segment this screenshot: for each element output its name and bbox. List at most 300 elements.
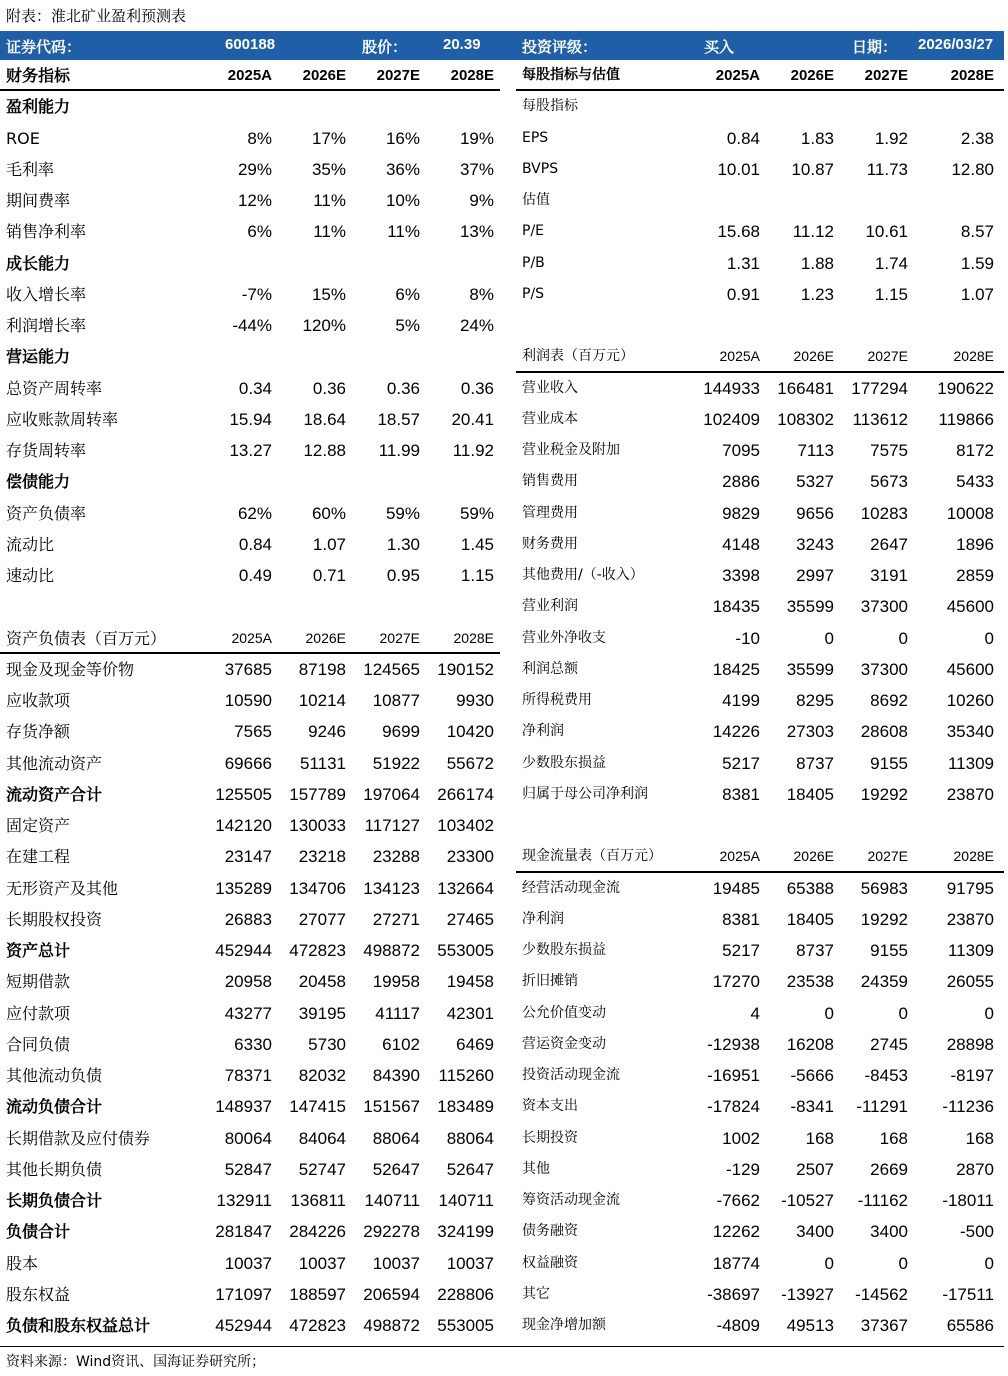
table-row bbox=[516, 591, 1004, 622]
cell-value: -10 bbox=[735, 628, 760, 648]
cell-value: 26883 bbox=[224, 909, 272, 929]
cell-value: 2028E bbox=[953, 348, 994, 365]
cell-value: 55672 bbox=[446, 753, 494, 773]
cell-value: 78371 bbox=[224, 1066, 272, 1085]
table-row bbox=[516, 91, 1004, 122]
table-row bbox=[516, 1029, 1004, 1060]
cell-value: 553005 bbox=[437, 1316, 494, 1335]
cell-value: 197064 bbox=[363, 784, 420, 804]
cell-value: 10037 bbox=[446, 1253, 494, 1273]
cell-value: 132911 bbox=[216, 1191, 272, 1210]
row-label: 现金流量表（百万元） bbox=[522, 848, 662, 865]
cell-value: 0.34 bbox=[238, 378, 272, 398]
table-row bbox=[516, 154, 1004, 185]
cell-value: 20458 bbox=[298, 972, 346, 992]
left-column-table bbox=[0, 60, 500, 1341]
cell-value: 18425 bbox=[712, 659, 760, 679]
cell-value: 0 bbox=[898, 628, 908, 648]
table-row bbox=[0, 1248, 500, 1279]
row-label: 其他费用/（-收入） bbox=[522, 567, 644, 583]
cell-value: 284226 bbox=[289, 1222, 346, 1242]
row-label: 其它 bbox=[522, 1285, 550, 1302]
cell-value: 5327 bbox=[796, 472, 834, 492]
row-label: 其他 bbox=[522, 1160, 550, 1177]
cell-value: 2028E bbox=[453, 629, 494, 646]
cell-value: 19958 bbox=[372, 972, 420, 992]
cell-value: 27271 bbox=[372, 909, 420, 929]
cell-value: 59% bbox=[459, 503, 494, 523]
cell-value: 8172 bbox=[956, 441, 994, 460]
table-row bbox=[516, 435, 1004, 466]
cell-value: 1.88 bbox=[800, 253, 834, 273]
cell-value: 23870 bbox=[946, 909, 994, 929]
cell-value: 120% bbox=[302, 316, 346, 335]
cell-value: 119866 bbox=[938, 409, 994, 429]
cell-value: 9155 bbox=[870, 941, 908, 960]
cell-value: 3400 bbox=[870, 1222, 908, 1242]
row-label: 应付款项 bbox=[6, 1003, 71, 1023]
row-label: 资本支出 bbox=[522, 1098, 578, 1115]
row-label: 少数股东损益 bbox=[522, 754, 606, 771]
table-row bbox=[0, 623, 500, 654]
cell-value: 2886 bbox=[722, 472, 760, 492]
row-label: 在建工程 bbox=[6, 847, 71, 867]
cell-value: 10214 bbox=[298, 691, 346, 710]
row-label: 其他流动资产 bbox=[6, 753, 103, 773]
cell-value: 1.83 bbox=[800, 128, 834, 148]
cell-value: 23218 bbox=[298, 847, 346, 867]
cell-value: 35599 bbox=[786, 597, 834, 617]
cell-value: 18435 bbox=[712, 597, 760, 617]
cell-value: 27465 bbox=[446, 909, 494, 929]
cell-value: 88064 bbox=[372, 1128, 420, 1148]
table-row bbox=[516, 1060, 1004, 1091]
table-row bbox=[0, 91, 500, 122]
table-row bbox=[0, 310, 500, 341]
cell-value: 2028E bbox=[953, 848, 994, 865]
row-label: BVPS bbox=[522, 160, 559, 177]
cell-value: 43277 bbox=[224, 1003, 272, 1023]
cell-value: 2027E bbox=[867, 348, 908, 365]
cell-value: 472823 bbox=[289, 941, 346, 960]
cell-value: 0 bbox=[984, 1003, 994, 1023]
cell-value: 188597 bbox=[289, 1284, 346, 1304]
cell-value: 19292 bbox=[860, 909, 908, 929]
cell-value: 19292 bbox=[860, 784, 908, 804]
cell-value: 2507 bbox=[796, 1159, 834, 1179]
cell-value: 52647 bbox=[446, 1159, 494, 1179]
table-row bbox=[0, 591, 500, 622]
cell-value: 2028E bbox=[950, 67, 994, 84]
cell-value: -4809 bbox=[716, 1316, 760, 1335]
cell-value: -10527 bbox=[781, 1191, 834, 1210]
row-label: 营运能力 bbox=[6, 347, 71, 367]
cell-value: 7565 bbox=[234, 722, 272, 742]
cell-value: 52647 bbox=[372, 1159, 420, 1179]
row-label: P/B bbox=[522, 254, 545, 271]
cell-value: 10008 bbox=[946, 503, 994, 523]
cell-value: -18011 bbox=[942, 1191, 994, 1210]
cell-value: 11% bbox=[387, 222, 420, 242]
table-row bbox=[0, 873, 500, 904]
table-row bbox=[516, 873, 1004, 904]
cell-value: 2026E bbox=[793, 348, 834, 365]
row-label: 营业税金及附加 bbox=[522, 442, 620, 458]
cell-value: 8295 bbox=[796, 691, 834, 710]
cell-value: 9699 bbox=[382, 722, 420, 742]
cell-value: 134123 bbox=[363, 878, 420, 898]
cell-value: 1896 bbox=[956, 534, 994, 554]
cell-value: 10.61 bbox=[865, 222, 908, 242]
table-row bbox=[0, 810, 500, 841]
cell-value: 8% bbox=[469, 284, 494, 304]
cell-value: 125505 bbox=[215, 784, 272, 804]
row-label: EPS bbox=[522, 129, 549, 146]
cell-value: 134706 bbox=[289, 878, 346, 898]
table-row bbox=[516, 935, 1004, 966]
cell-value: 37300 bbox=[860, 597, 908, 617]
cell-value: 11.73 bbox=[866, 159, 908, 179]
cell-value: 7113 bbox=[797, 441, 834, 460]
cell-value: 0.84 bbox=[726, 128, 760, 148]
table-row bbox=[516, 748, 1004, 779]
table-row bbox=[0, 404, 500, 435]
cell-value: 6330 bbox=[234, 1034, 272, 1054]
table-row bbox=[0, 123, 500, 154]
table-row bbox=[516, 685, 1004, 716]
cell-value: 0.71 bbox=[312, 566, 346, 585]
cell-value: 2025A bbox=[231, 629, 272, 646]
cell-value: 10037 bbox=[298, 1253, 346, 1273]
table-row bbox=[0, 1091, 500, 1122]
cell-value: 52747 bbox=[298, 1159, 346, 1179]
cell-value: 2026E bbox=[305, 629, 346, 646]
row-label: 股东权益 bbox=[6, 1284, 71, 1304]
cell-value: 1.30 bbox=[386, 534, 420, 554]
table-row bbox=[516, 841, 1004, 872]
cell-value: 1.74 bbox=[874, 253, 908, 273]
cell-value: 135289 bbox=[215, 878, 272, 898]
cell-value: 12% bbox=[237, 191, 272, 210]
cell-value: 183489 bbox=[437, 1097, 494, 1117]
cell-value: 10037 bbox=[224, 1253, 272, 1273]
table-row bbox=[516, 716, 1004, 747]
cell-value: -7% bbox=[241, 284, 272, 304]
cell-value: 1.59 bbox=[960, 253, 994, 273]
date-value: 2026/03/27 bbox=[918, 36, 994, 53]
cell-value: 13.27 bbox=[229, 441, 272, 460]
row-label: ROE bbox=[6, 128, 40, 148]
row-label: 股本 bbox=[6, 1253, 39, 1273]
table-row bbox=[516, 810, 1004, 841]
row-label: 流动负债合计 bbox=[6, 1097, 103, 1117]
row-label: 合同负债 bbox=[6, 1034, 71, 1054]
cell-value: 5217 bbox=[722, 753, 760, 773]
row-label: 折旧摊销 bbox=[522, 973, 578, 990]
cell-value: 452944 bbox=[215, 941, 272, 960]
cell-value: 15.94 bbox=[229, 409, 272, 429]
cell-value: 8692 bbox=[870, 691, 908, 710]
row-label: 销售费用 bbox=[522, 473, 578, 490]
cell-value: 28608 bbox=[860, 722, 908, 742]
row-label: 期间费率 bbox=[6, 191, 71, 210]
table-row bbox=[0, 1279, 500, 1310]
cell-value: 0.95 bbox=[386, 566, 420, 585]
cell-value: 19% bbox=[459, 128, 494, 148]
row-label: 管理费用 bbox=[522, 504, 578, 521]
cell-value: 19485 bbox=[712, 878, 760, 898]
cell-value: 51922 bbox=[372, 753, 420, 773]
cell-value: 12.88 bbox=[303, 441, 346, 460]
cell-value: 37300 bbox=[860, 659, 908, 679]
table-row bbox=[516, 498, 1004, 529]
table-row bbox=[0, 1154, 500, 1185]
cell-value: 4148 bbox=[722, 534, 760, 554]
row-label: 无形资产及其他 bbox=[6, 878, 119, 898]
cell-value: 0 bbox=[824, 1003, 834, 1023]
row-label: 资产总计 bbox=[6, 941, 71, 960]
row-label: 净利润 bbox=[522, 910, 564, 927]
row-label: 长期股权投资 bbox=[6, 909, 103, 929]
cell-value: 281847 bbox=[215, 1222, 272, 1242]
cell-value: 10590 bbox=[224, 691, 272, 710]
cell-value: 498872 bbox=[363, 941, 420, 960]
table-row bbox=[516, 1154, 1004, 1185]
cell-value: 15.68 bbox=[717, 222, 760, 242]
cell-value: 91795 bbox=[946, 878, 994, 898]
cell-value: 20958 bbox=[224, 972, 272, 992]
row-label: 现金及现金等价物 bbox=[6, 659, 135, 679]
cell-value: 190622 bbox=[937, 378, 994, 398]
cell-value: 37% bbox=[459, 159, 494, 179]
cell-value: 13% bbox=[459, 222, 494, 242]
table-row bbox=[516, 623, 1004, 654]
cell-value: 80064 bbox=[224, 1128, 272, 1148]
table-row bbox=[0, 935, 500, 966]
cell-value: 2997 bbox=[796, 566, 834, 585]
row-label: 资产负债率 bbox=[6, 503, 87, 523]
row-label: 归属于母公司净利润 bbox=[522, 785, 648, 802]
table-row bbox=[516, 1216, 1004, 1247]
cell-value: 498872 bbox=[363, 1316, 420, 1335]
cell-value: 82032 bbox=[298, 1066, 346, 1085]
cell-value: 51131 bbox=[299, 753, 346, 773]
cell-value: 4199 bbox=[722, 691, 760, 710]
row-label: 营业收入 bbox=[522, 379, 578, 396]
row-label: 利润总额 bbox=[522, 660, 578, 677]
cell-value: 15% bbox=[311, 284, 346, 304]
cell-value: 6469 bbox=[456, 1034, 494, 1054]
stock-price: 20.39 bbox=[443, 36, 481, 53]
cell-value: 2028E bbox=[450, 67, 494, 84]
row-label: 现金净增加额 bbox=[522, 1317, 606, 1333]
cell-value: 62% bbox=[237, 503, 272, 523]
cell-value: 168 bbox=[965, 1128, 994, 1148]
cell-value: 266174 bbox=[437, 784, 494, 804]
table-row bbox=[0, 1029, 500, 1060]
cell-value: 5217 bbox=[722, 941, 760, 960]
cell-value: 17270 bbox=[712, 972, 760, 992]
cell-value: -7662 bbox=[716, 1191, 760, 1210]
cell-value: 18.64 bbox=[303, 409, 346, 429]
cell-value: 45600 bbox=[946, 597, 994, 617]
row-label: 应收款项 bbox=[6, 691, 71, 710]
cell-value: 9930 bbox=[456, 691, 494, 710]
cell-value: 10283 bbox=[860, 503, 908, 523]
cell-value: 2647 bbox=[870, 534, 908, 554]
table-row bbox=[0, 1216, 500, 1247]
cell-value: 10.87 bbox=[791, 159, 834, 179]
row-label: 销售净利率 bbox=[6, 222, 87, 242]
table-row bbox=[0, 216, 500, 247]
cell-value: 3243 bbox=[796, 534, 834, 554]
cell-value: 8% bbox=[247, 128, 272, 148]
row-label: 资产负债表（百万元） bbox=[6, 628, 167, 648]
row-label: 偿债能力 bbox=[6, 472, 71, 492]
row-label: 每股指标 bbox=[522, 98, 578, 115]
cell-value: -17824 bbox=[707, 1097, 760, 1117]
table-row bbox=[516, 998, 1004, 1029]
row-label: 营业利润 bbox=[522, 598, 578, 615]
table-row bbox=[516, 373, 1004, 404]
table-row bbox=[516, 310, 1004, 341]
cell-value: 1.45 bbox=[460, 534, 494, 554]
row-label: 营业外净收支 bbox=[522, 629, 606, 646]
cell-value: 472823 bbox=[289, 1316, 346, 1335]
cell-value: 2027E bbox=[379, 629, 420, 646]
row-label: 权益融资 bbox=[522, 1254, 578, 1271]
cell-value: 2870 bbox=[956, 1159, 994, 1179]
cell-value: 9829 bbox=[722, 503, 760, 523]
row-label: 存货净额 bbox=[6, 722, 71, 742]
cell-value: 5% bbox=[395, 316, 420, 335]
row-label: 债务融资 bbox=[522, 1223, 578, 1240]
cell-value: 12262 bbox=[712, 1222, 760, 1242]
price-label: 股价： bbox=[362, 39, 408, 56]
cell-value: 11309 bbox=[947, 941, 994, 960]
table-row bbox=[0, 748, 500, 779]
cell-value: 56983 bbox=[860, 878, 908, 898]
table-row bbox=[516, 529, 1004, 560]
table-row bbox=[0, 154, 500, 185]
cell-value: 103402 bbox=[437, 816, 494, 835]
cell-value: 2027E bbox=[864, 67, 908, 84]
cell-value: 26055 bbox=[946, 972, 994, 992]
row-label: 负债合计 bbox=[6, 1222, 71, 1242]
cell-value: 1.07 bbox=[960, 284, 994, 304]
table-row bbox=[516, 466, 1004, 497]
cell-value: 35% bbox=[311, 159, 346, 179]
cell-value: 117127 bbox=[364, 816, 420, 835]
cell-value: 4 bbox=[750, 1003, 760, 1023]
cell-value: 177294 bbox=[851, 378, 908, 398]
cell-value: 23538 bbox=[786, 972, 834, 992]
cell-value: 29% bbox=[237, 159, 272, 179]
source-note: 资料来源：Wind资讯、国海证券研究所； bbox=[6, 1354, 266, 1370]
row-label: P/S bbox=[522, 285, 545, 302]
table-row bbox=[0, 966, 500, 997]
cell-value: 147415 bbox=[289, 1097, 346, 1117]
cell-value: 0 bbox=[824, 628, 834, 648]
cell-value: 132664 bbox=[437, 878, 494, 898]
row-label: 负债和股东权益总计 bbox=[6, 1316, 151, 1335]
cell-value: 23288 bbox=[372, 847, 420, 867]
cell-value: 18405 bbox=[786, 909, 834, 929]
stock-info-banner bbox=[0, 31, 1004, 60]
cell-value: 1.31 bbox=[726, 253, 760, 273]
cell-value: 168 bbox=[879, 1128, 908, 1148]
cell-value: 60% bbox=[311, 503, 346, 523]
row-label: 公允价值变动 bbox=[522, 1004, 606, 1021]
table-row bbox=[516, 779, 1004, 810]
table-row bbox=[516, 1279, 1004, 1310]
table-row bbox=[516, 966, 1004, 997]
row-label: 应收账款周转率 bbox=[6, 409, 119, 429]
cell-value: 2859 bbox=[956, 566, 994, 585]
cell-value: 140711 bbox=[364, 1191, 420, 1210]
cell-value: 24359 bbox=[860, 972, 908, 992]
cell-value: 228806 bbox=[437, 1284, 494, 1304]
cell-value: 148937 bbox=[215, 1097, 272, 1117]
cell-value: 88064 bbox=[446, 1128, 494, 1148]
table-row bbox=[0, 435, 500, 466]
cell-value: 19458 bbox=[446, 972, 494, 992]
cell-value: 5673 bbox=[870, 472, 908, 492]
table-row bbox=[0, 341, 500, 372]
cell-value: 35340 bbox=[946, 722, 994, 742]
cell-value: 3398 bbox=[722, 566, 760, 585]
cell-value: 151567 bbox=[363, 1097, 420, 1117]
cell-value: 17% bbox=[311, 128, 346, 148]
row-label: 其他长期负债 bbox=[6, 1159, 103, 1179]
table-row bbox=[0, 279, 500, 310]
cell-value: 18405 bbox=[786, 784, 834, 804]
cell-value: 113612 bbox=[852, 409, 908, 429]
table-row bbox=[0, 998, 500, 1029]
cell-value: 10877 bbox=[372, 691, 420, 710]
cell-value: 1002 bbox=[722, 1128, 760, 1148]
cell-value: 87198 bbox=[298, 659, 346, 679]
cell-value: 84064 bbox=[298, 1128, 346, 1148]
row-label: 营运资金变动 bbox=[522, 1035, 606, 1052]
cell-value: 0.91 bbox=[726, 284, 760, 304]
cell-value: -14562 bbox=[855, 1284, 908, 1304]
table-row bbox=[516, 404, 1004, 435]
row-label: 长期投资 bbox=[522, 1129, 578, 1146]
stock-code: 600188 bbox=[225, 36, 276, 53]
cell-value: 171097 bbox=[215, 1284, 272, 1304]
table-row bbox=[0, 779, 500, 810]
table-row bbox=[516, 654, 1004, 685]
cell-value: 0 bbox=[824, 1253, 834, 1273]
cell-value: 10% bbox=[385, 191, 420, 210]
cell-value: 115260 bbox=[438, 1066, 494, 1085]
rating-value: 买入 bbox=[704, 39, 735, 56]
cell-value: 2027E bbox=[867, 848, 908, 865]
cell-value: 11.99 bbox=[378, 441, 420, 460]
table-row bbox=[0, 185, 500, 216]
cell-value: 41117 bbox=[375, 1003, 420, 1023]
cell-value: 10260 bbox=[946, 691, 994, 710]
cell-value: -11291 bbox=[856, 1097, 908, 1117]
row-label: 营业成本 bbox=[522, 410, 578, 427]
table-row bbox=[516, 1091, 1004, 1122]
table-row bbox=[516, 185, 1004, 216]
cell-value: 84390 bbox=[372, 1066, 420, 1085]
cell-value: 23300 bbox=[446, 847, 494, 867]
row-label: 盈利能力 bbox=[6, 97, 71, 117]
row-label: 每股指标与估值 bbox=[522, 67, 620, 83]
